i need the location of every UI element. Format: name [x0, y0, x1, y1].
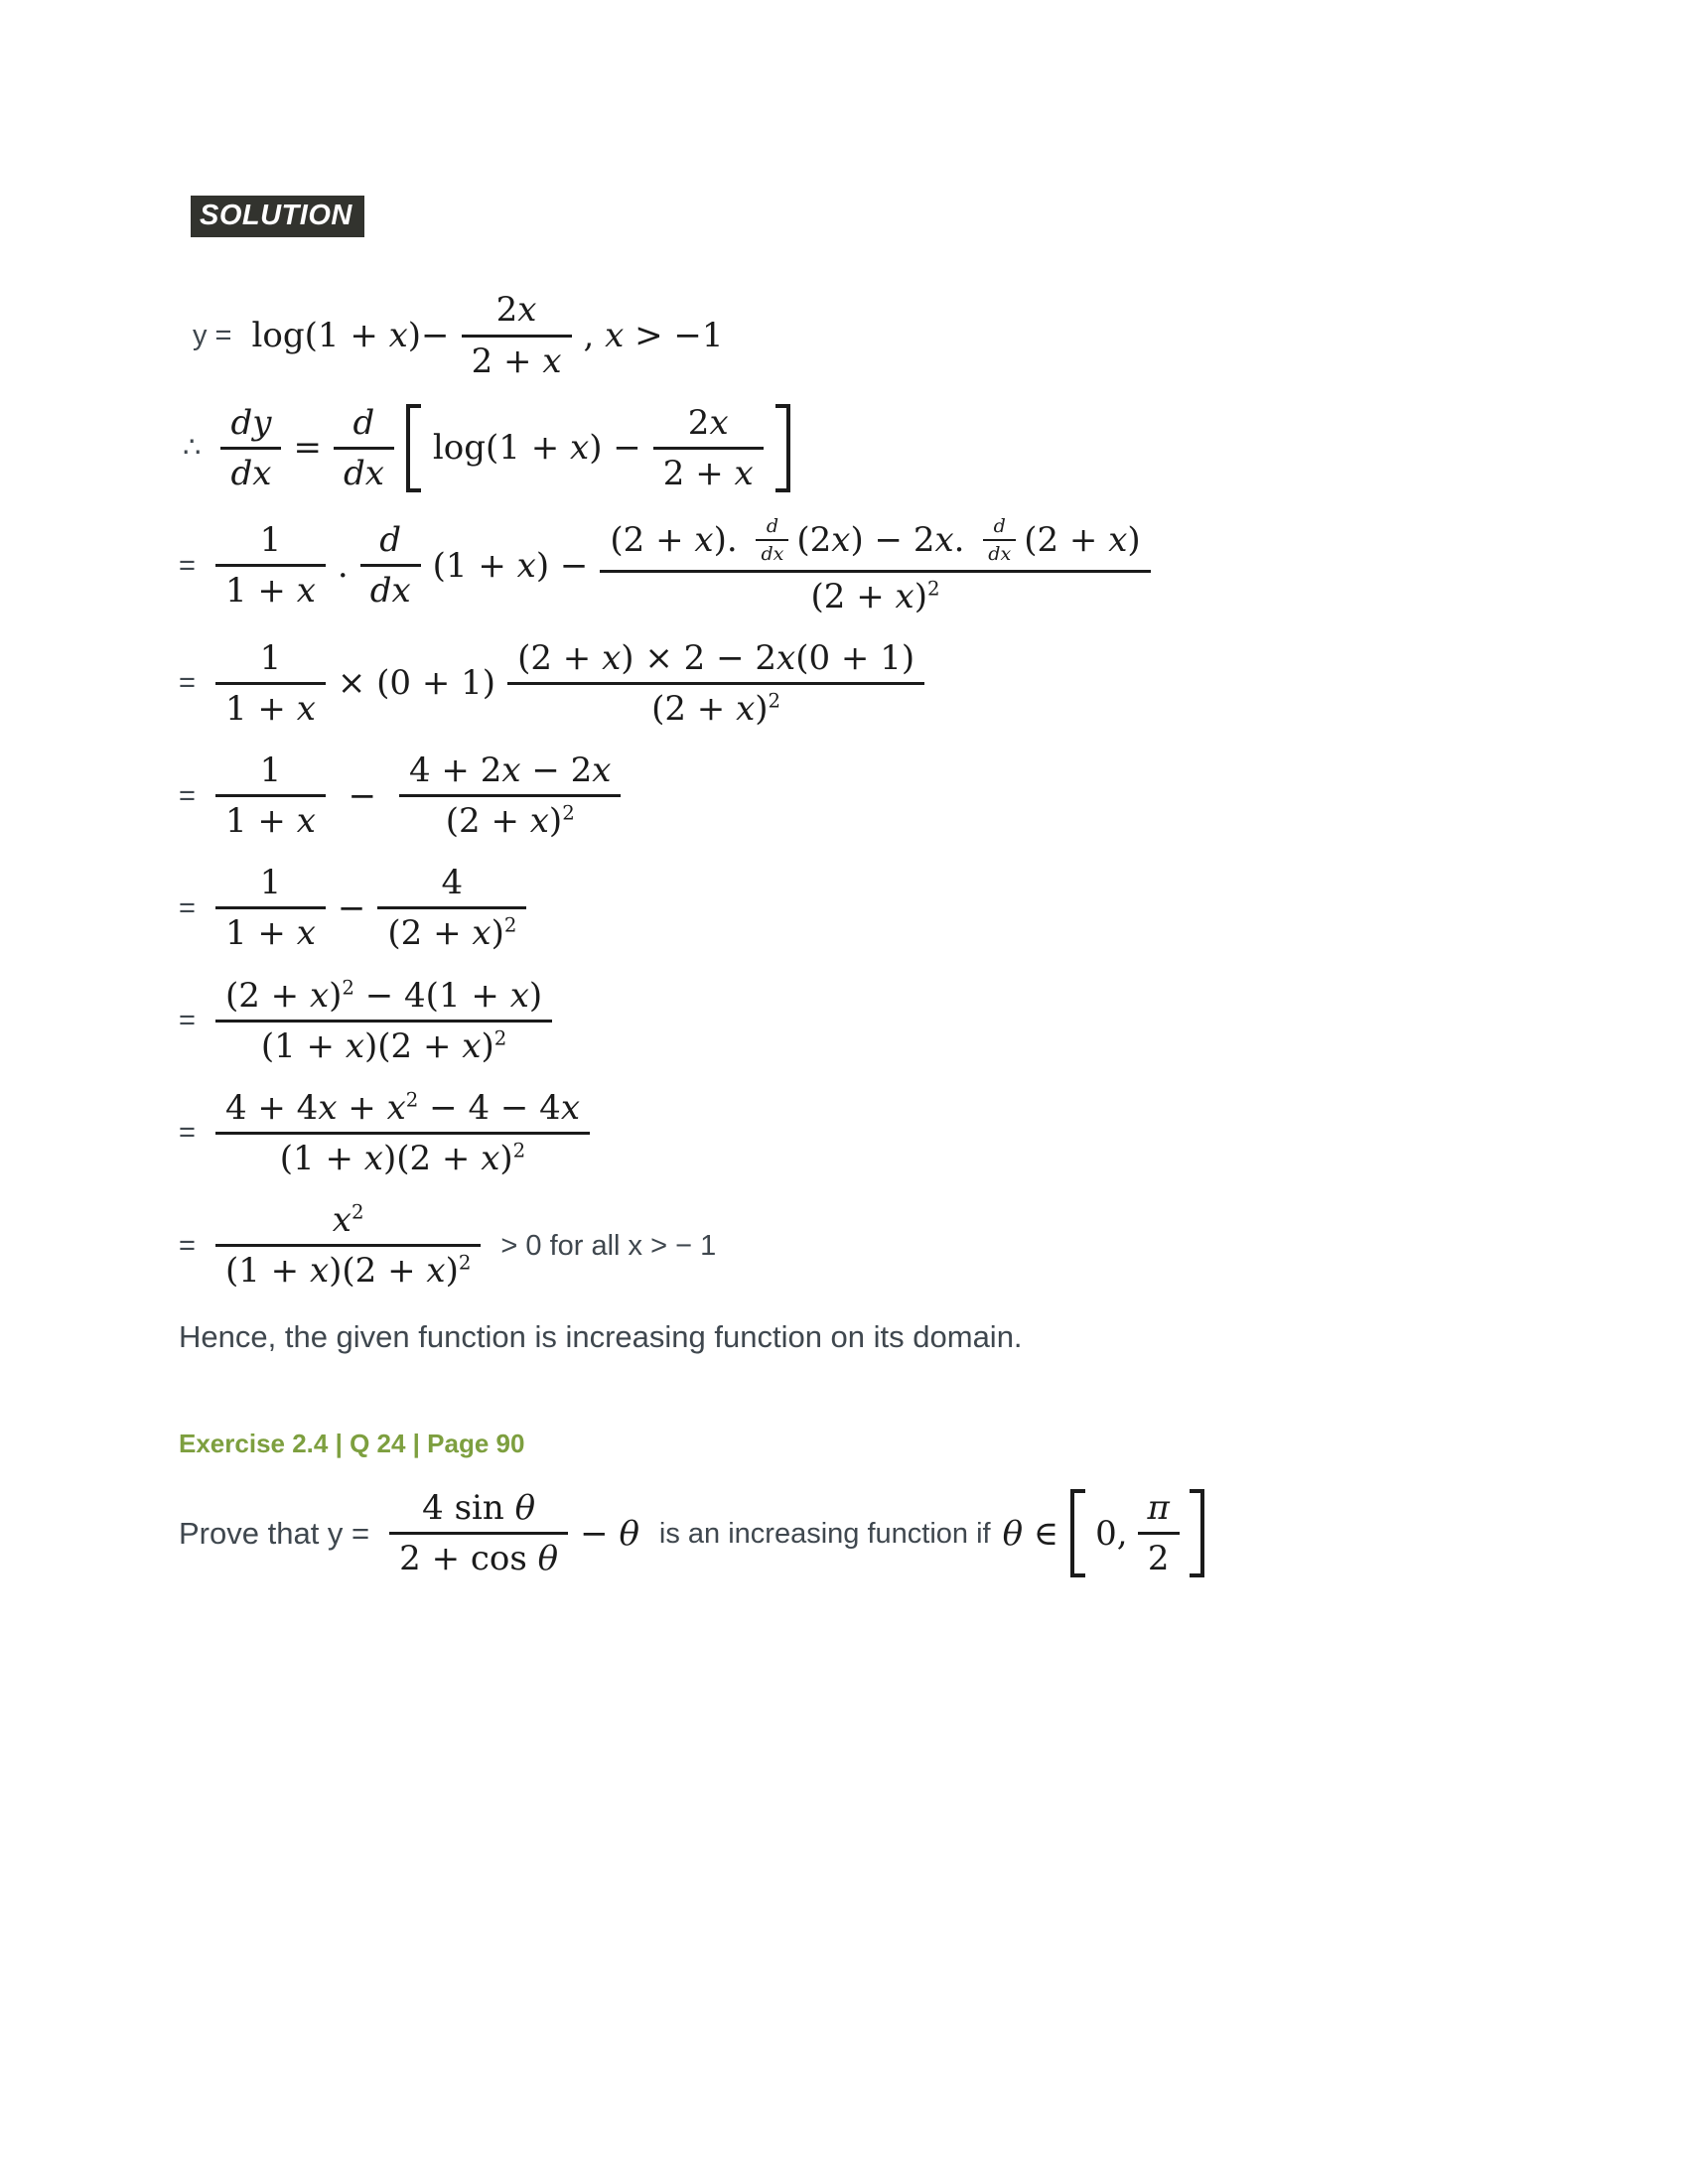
math-text: 4 sin θ: [422, 1488, 536, 1529]
equation-lead: =: [179, 549, 196, 582]
equation-lead: =: [179, 891, 196, 924]
math-text: dx: [761, 543, 784, 566]
math-text: 0,: [1095, 1513, 1128, 1554]
math-text: log(1 + x) −: [432, 428, 641, 469]
equation-line: [179, 1487, 1628, 1579]
math-text: $(1 + x)(2 + x)^2$: [224, 1251, 472, 1292]
math-text: $(2 + x)^2 - 4(1 + x)$: [224, 975, 543, 1016]
math-text: d: [379, 520, 402, 561]
math-text: 1 + x: [224, 571, 316, 612]
fraction: [399, 750, 622, 842]
math-text: (2 + x): [1024, 520, 1141, 561]
equation-line: [179, 637, 924, 730]
math-text: (2 + x) × 2 − 2x(0 + 1): [517, 637, 915, 678]
math-text: (1 + x) −: [432, 545, 589, 586]
math-text: $4 + 4x + x^2 - 4 - 4x$: [224, 1087, 581, 1128]
small-fraction: [756, 515, 788, 566]
fraction: [1138, 1487, 1180, 1579]
math-text: $(2 + x)^2$: [387, 913, 517, 954]
equation-line: [179, 750, 621, 842]
small-fraction: [983, 515, 1016, 566]
equation-lead: =: [179, 1005, 196, 1037]
math-text: .: [337, 545, 349, 586]
right-bracket: [775, 404, 790, 492]
fraction: [462, 289, 572, 381]
math-text: (2x) − 2x.: [796, 520, 976, 561]
equation-line: [179, 1087, 590, 1179]
math-text: $x^2$: [332, 1200, 364, 1241]
conclusion-text: Hence, the given function is increasing function on its domain.: [179, 1319, 1023, 1355]
fraction: [334, 402, 394, 494]
equation-lead: =: [179, 1117, 196, 1150]
plain-text: > 0 for all x > − 1: [500, 1229, 717, 1262]
math-text: , x > −1: [583, 315, 724, 355]
math-text: dx: [230, 453, 272, 493]
math-text: 1: [259, 520, 282, 561]
fraction: [215, 1199, 481, 1292]
fraction: [389, 1487, 568, 1579]
equation-line: [179, 1199, 716, 1292]
math-text: 1: [259, 637, 282, 678]
math-text: 1: [259, 751, 282, 791]
fraction: [220, 402, 281, 494]
math-text: $(2 + x)^2$: [651, 689, 781, 730]
math-text: d: [352, 402, 375, 443]
math-text: $(2 + x)^2$: [810, 576, 940, 616]
equation-line: [179, 975, 552, 1067]
math-text: × (0 + 1): [337, 663, 496, 704]
equation-line: [179, 514, 1151, 617]
math-text: 2x: [687, 402, 729, 443]
equation-lead: =: [179, 667, 196, 700]
fraction: [215, 637, 326, 730]
math-text: −: [337, 775, 387, 816]
math-text: $(1 + x)(2 + x)^2$: [260, 1025, 507, 1066]
math-text: −: [337, 887, 366, 928]
math-text: $(1 + x)(2 + x)^2$: [279, 1138, 526, 1178]
fraction: [377, 862, 526, 954]
fraction: [215, 975, 552, 1067]
equation-lead: ∴: [183, 432, 202, 465]
fraction: [215, 750, 326, 842]
fraction: [215, 862, 326, 954]
next-question: [179, 1487, 1628, 1579]
left-bracket: [406, 404, 421, 492]
equation-lead: y =: [193, 319, 232, 351]
math-text: 4: [441, 863, 464, 903]
math-text: − θ: [580, 1513, 639, 1554]
math-text: 2x: [495, 290, 537, 331]
math-text: 1 + x: [224, 913, 316, 954]
right-bracket: [1190, 1489, 1204, 1577]
left-bracket: [1070, 1489, 1085, 1577]
exercise-reference: Exercise 2.4 | Q 24 | Page 90: [179, 1429, 525, 1459]
fraction: [653, 402, 764, 494]
equation-lead: =: [179, 779, 196, 812]
math-text: 2 + x: [471, 341, 562, 381]
equation-lead: Prove that y =: [179, 1515, 370, 1551]
math-text: 1: [259, 863, 282, 903]
math-text: =: [293, 428, 322, 469]
math-text: dx: [369, 571, 411, 612]
equation-line: [183, 402, 790, 494]
equation-line: [179, 862, 526, 954]
math-text: (2 + x).: [610, 520, 749, 561]
math-text: d: [766, 514, 779, 537]
math-text: 1 + x: [224, 801, 316, 842]
math-text: $(2 + x)^2$: [445, 801, 575, 842]
math-text: log(1 + x)−: [251, 315, 450, 355]
math-text: 2 + x: [662, 453, 754, 493]
math-text: dx: [343, 453, 384, 493]
equation-lead: =: [179, 1229, 196, 1262]
math-text: d: [993, 514, 1006, 537]
fraction: [507, 637, 924, 730]
fraction: [600, 514, 1150, 617]
equation-line: [193, 289, 724, 381]
solution-label: SOLUTION: [191, 196, 364, 237]
fraction: [360, 519, 421, 612]
math-text: π: [1147, 1488, 1170, 1529]
math-text: 2: [1147, 1539, 1170, 1579]
solution-steps: [179, 289, 1628, 1292]
math-group: [1070, 1487, 1204, 1579]
math-text: 4 + 2x − 2x: [408, 751, 612, 791]
math-text: 2 + cos θ: [399, 1539, 559, 1579]
math-text: dx: [988, 543, 1012, 566]
math-text: θ ∈: [1002, 1513, 1059, 1554]
math-text: 1 + x: [224, 689, 316, 730]
plain-text: is an increasing function if: [658, 1517, 991, 1550]
fraction: [215, 1087, 590, 1179]
fraction: [215, 519, 326, 612]
math-text: dy: [230, 402, 272, 443]
